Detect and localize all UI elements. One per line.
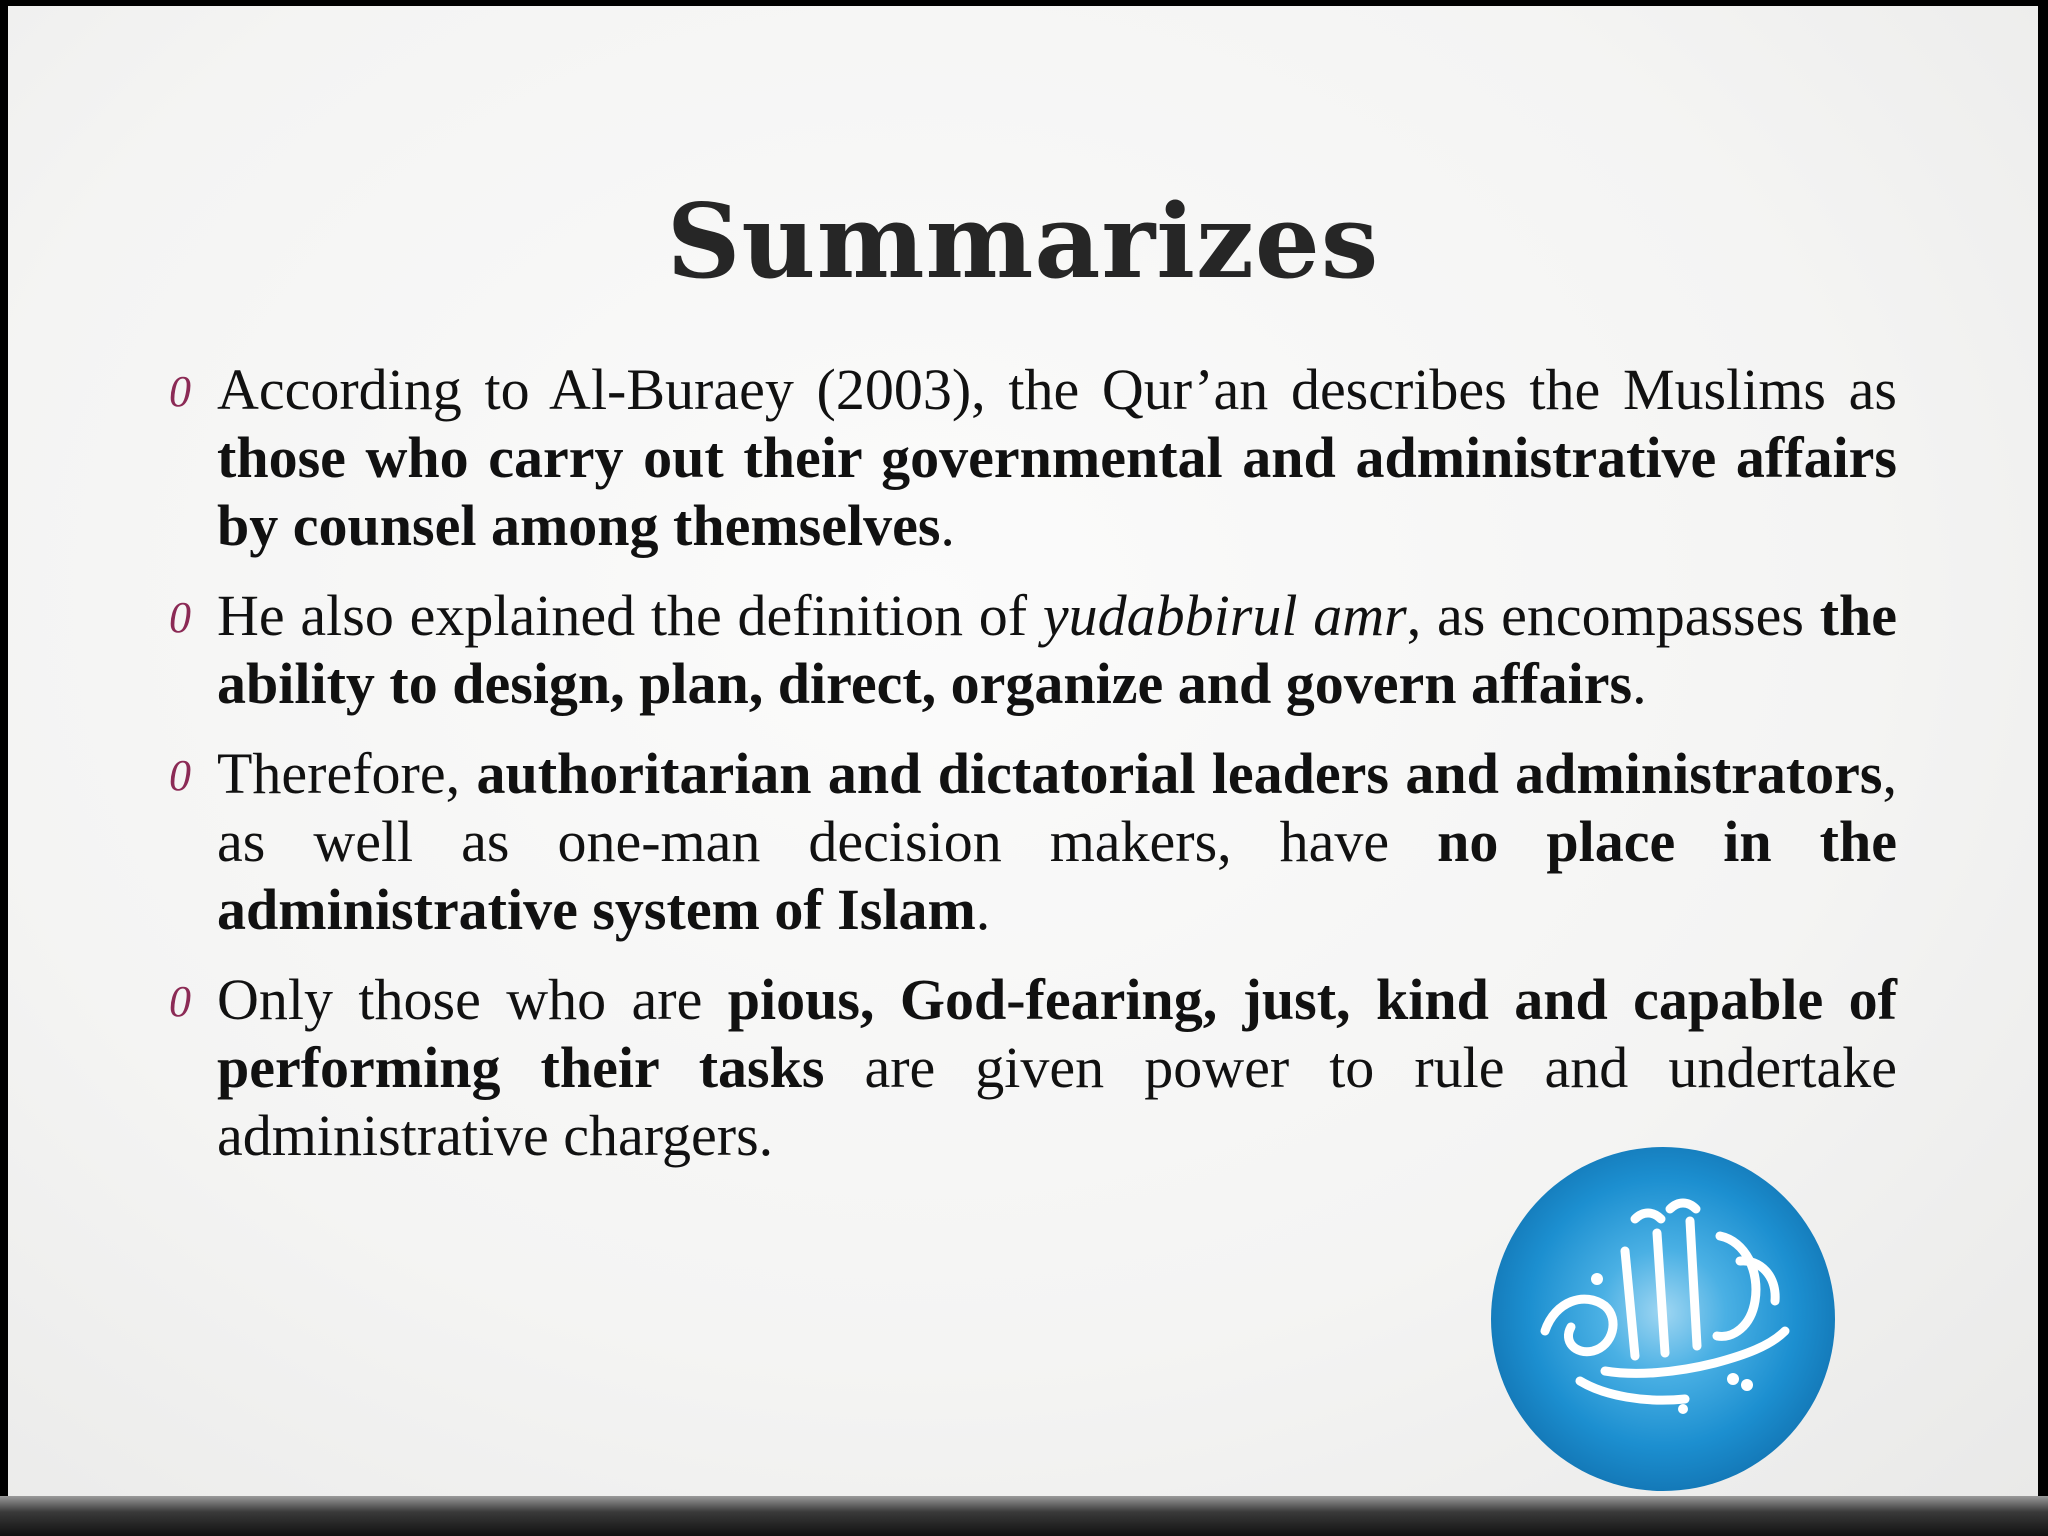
slide-bottom-edge xyxy=(0,1496,2048,1536)
bullet-emphasis: authoritarian and dictatorial leaders and administrators xyxy=(476,741,1883,806)
bullet-text: Therefore, xyxy=(217,741,477,806)
bullet-text: According to Al-Buraey (2003), the Qur’an describes the Muslims as xyxy=(217,357,1897,422)
bullet-emphasis: no place in the administrative system of Islam xyxy=(217,809,1897,942)
bullet-marker: 0 xyxy=(169,977,191,1026)
bullet-item xyxy=(163,966,1897,1170)
bullet-emphasis: pious, God-fearing, just, kind and capable of performing their tasks xyxy=(217,967,1897,1100)
bullet-marker: 0 xyxy=(169,367,191,416)
bullet-item xyxy=(163,356,1897,560)
bullet-text: . xyxy=(975,877,991,942)
bullet-text: He also explained the definition of xyxy=(217,583,1043,648)
slide xyxy=(8,6,2038,1496)
bullet-italic-term: yudabbirul amr xyxy=(1042,583,1407,648)
bullet-text: , as well as one-man decision makers, have xyxy=(217,741,1898,874)
bullet-text: are given power to rule and undertake administrative chargers. xyxy=(217,1035,1898,1168)
bullet-text: . xyxy=(1632,651,1647,716)
bullet-item xyxy=(163,740,1897,944)
bullet-text: . xyxy=(940,493,955,558)
bullet-marker: 0 xyxy=(169,593,191,642)
bullet-text: Only those who are xyxy=(217,967,728,1032)
bullet-emphasis: the ability to design, plan, direct, organize and govern affairs xyxy=(217,583,1898,716)
slide-title: Summarizes xyxy=(666,182,1380,302)
bullet-list xyxy=(163,356,1897,1192)
bullet-text: , as encompasses xyxy=(1406,583,1820,648)
bullet-emphasis: those who carry out their governmental and administrative affairs by counsel among themselves xyxy=(217,425,1897,558)
quran-calligraphy-icon xyxy=(1485,1141,1841,1496)
bullet-marker: 0 xyxy=(169,751,191,800)
bullet-item xyxy=(163,582,1897,718)
